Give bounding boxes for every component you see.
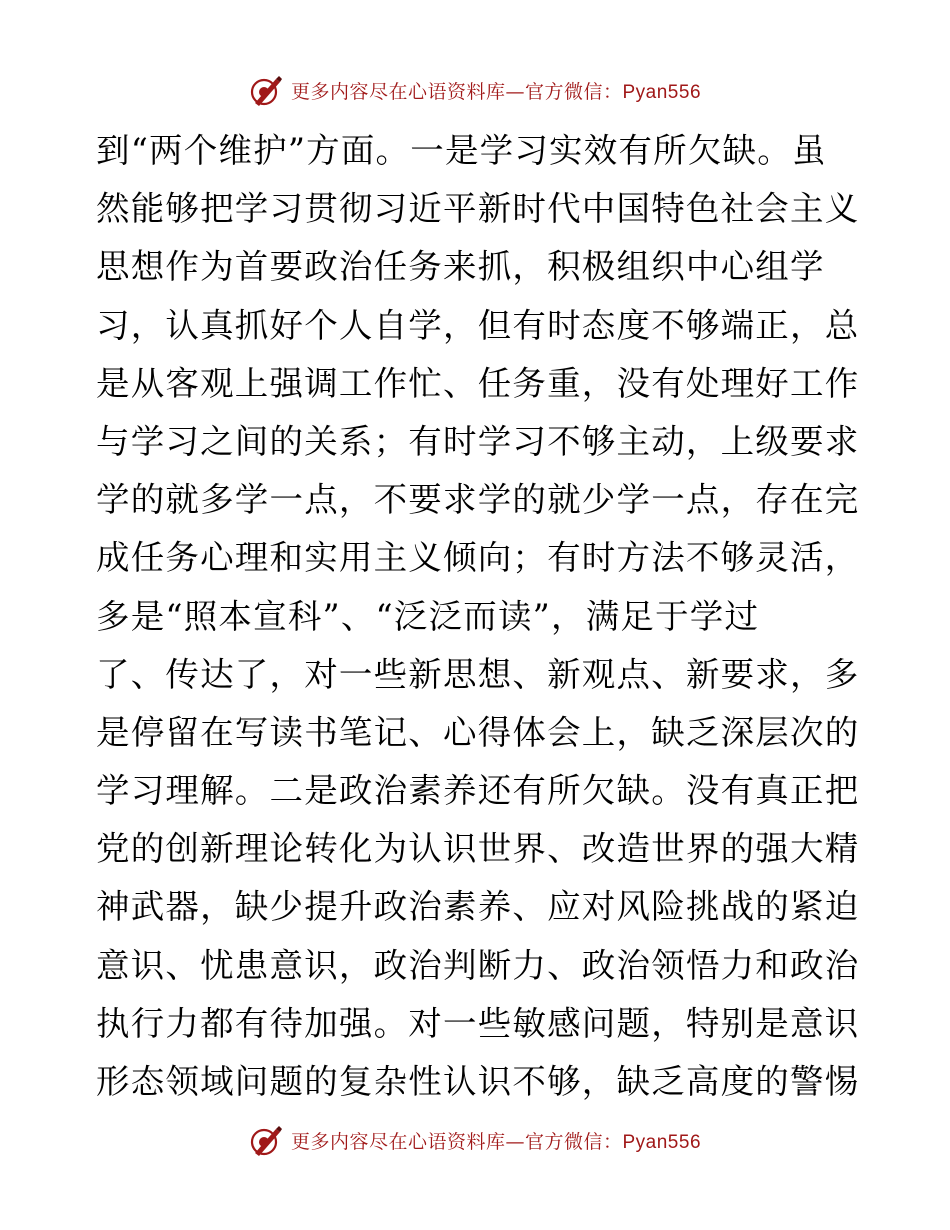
pen-logo-icon bbox=[249, 1123, 283, 1157]
text-line: 到“两个维护”方面。一是学习实效有所欠缺。虽 bbox=[96, 131, 827, 170]
header-wechat-label: 官方微信： bbox=[524, 80, 623, 103]
pen-logo-icon bbox=[249, 73, 283, 107]
text-line: 了、传达了，对一些新思想、新观点、新要求，多 bbox=[96, 654, 860, 694]
text-line: 形态领域问题的复杂性认识不够，缺乏高度的警惕 bbox=[96, 1062, 860, 1101]
text-line: 学习理解。二是政治素养还有所欠缺。没有真正把 bbox=[96, 771, 860, 811]
text-line: 意识、忧患意识，政治判断力、政治领悟力和政治 bbox=[96, 945, 860, 985]
text-line: 党的创新理论转化为认识世界、改造世界的强大精 bbox=[96, 829, 860, 869]
body-text bbox=[96, 122, 860, 1111]
text-line: 是从客观上强调工作忙、任务重，没有处理好工作 bbox=[96, 363, 860, 403]
text-line: 神武器，缺少提升政治素养、应对风险挑战的紧迫 bbox=[96, 887, 860, 927]
footer-dash: — bbox=[505, 1130, 525, 1153]
header-dash: — bbox=[505, 80, 525, 103]
text-line: 思想作为首要政治任务来抓，积极组织中心组学 bbox=[96, 247, 825, 287]
text-line: 与学习之间的关系；有时学习不够主动，上级要求 bbox=[96, 421, 860, 461]
text-line: 学的就多学一点，不要求学的就少学一点，存在完 bbox=[96, 480, 860, 520]
footer-wechat-label: 官方微信： bbox=[524, 1130, 623, 1153]
text-line: 然能够把学习贯彻习近平新时代中国特色社会主义 bbox=[96, 189, 860, 229]
text-line: 成任务心理和实用主义倾向；有时方法不够灵活， bbox=[96, 538, 860, 578]
header-site-text: 更多内容尽在心语资料库 bbox=[290, 80, 506, 103]
header-account: Pyan556 bbox=[622, 81, 702, 103]
text-line: 是停留在写读书笔记、心得体会上，缺乏深层次的 bbox=[96, 712, 860, 752]
footer-site-text: 更多内容尽在心语资料库 bbox=[290, 1130, 506, 1153]
text-line: 习，认真抓好个人自学，但有时态度不够端正，总 bbox=[96, 305, 860, 345]
footer-banner bbox=[0, 1120, 950, 1160]
footer-account: Pyan556 bbox=[622, 1131, 702, 1153]
text-line: 多是“照本宣科”、“泛泛而读”，满足于学过 bbox=[96, 596, 760, 636]
text-line: 执行力都有待加强。对一些敏感问题，特别是意识 bbox=[96, 1003, 860, 1043]
header-banner bbox=[0, 70, 950, 110]
